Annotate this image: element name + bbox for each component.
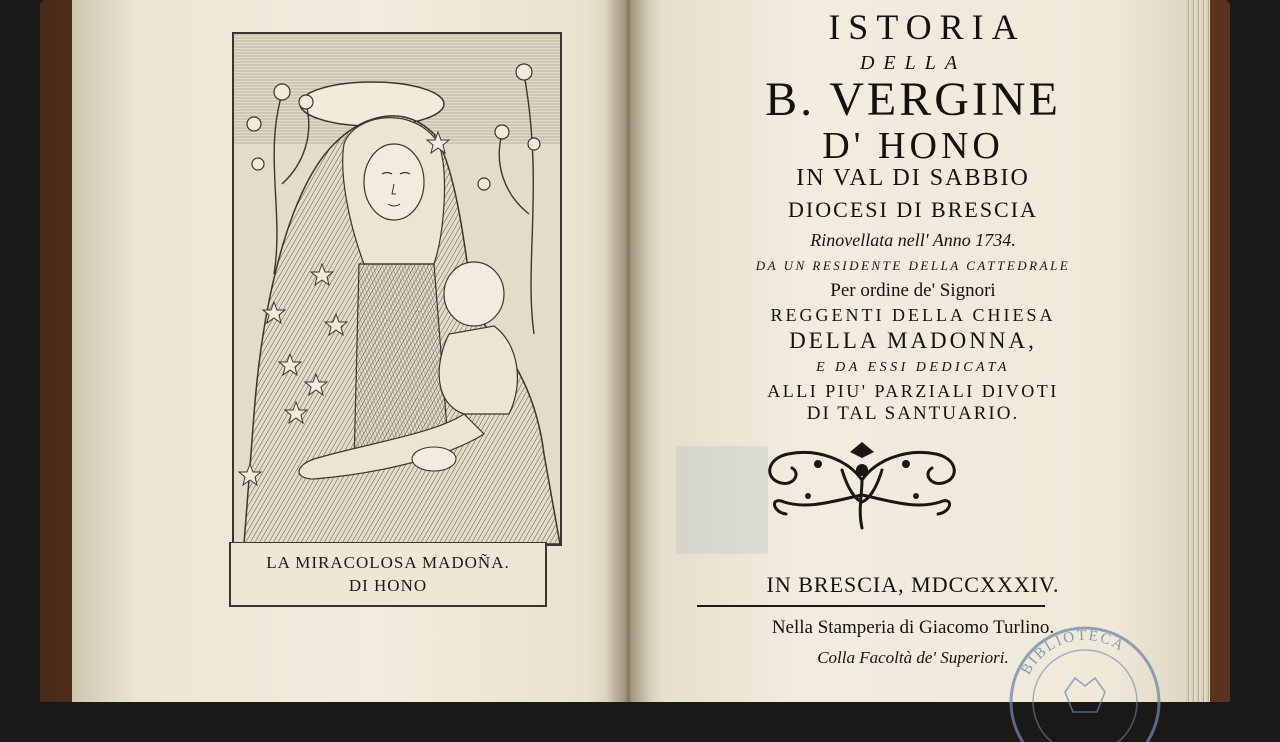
title-istoria: ISTORIA bbox=[828, 7, 1026, 47]
title-per-ordine: Per ordine de' Signori bbox=[830, 280, 996, 301]
title-reggenti: REGGENTI DELLA CHIESA bbox=[770, 305, 1056, 325]
title-santuario: DI TAL SANTUARIO. bbox=[806, 403, 1020, 424]
title-residente: DA UN RESIDENTE DELLA CATTEDRALE bbox=[755, 258, 1071, 273]
title-madonna: DELLA MADONNA, bbox=[789, 328, 1037, 353]
bleed-through-shadow bbox=[676, 446, 768, 554]
imprint-printer: Nella Stamperia di Giacomo Turlino. bbox=[771, 617, 1055, 638]
caption-line-2: DI HONO bbox=[348, 576, 428, 595]
title-essi-dedicata: E DA ESSI DEDICATA bbox=[816, 360, 1010, 375]
title-rinovellata: Rinovellata nell' Anno 1734. bbox=[810, 230, 1016, 250]
title-della: DELLA bbox=[859, 52, 967, 74]
imprint-city: IN BRESCIA, MDCCXXXIV. bbox=[766, 572, 1060, 597]
title-alli-divoti: ALLI PIU' PARZIALI DIVOTI bbox=[767, 381, 1059, 401]
madonna-engraving-art bbox=[234, 34, 560, 544]
engraving-caption bbox=[229, 542, 547, 607]
library-stamp-art bbox=[1005, 612, 1165, 742]
library-stamp bbox=[1005, 612, 1165, 742]
imprint-license: Colla Facoltà de' Superiori. bbox=[817, 648, 1009, 667]
stamp-text: BIBLIOTECA bbox=[1018, 627, 1128, 678]
madonna-engraving bbox=[232, 32, 562, 546]
title-val-di-sabbio: IN VAL DI SABBIO bbox=[796, 165, 1030, 191]
title-dhono: D' HONO bbox=[822, 125, 1004, 167]
title-diocesi: DIOCESI DI BRESCIA bbox=[788, 197, 1038, 222]
ornament-art bbox=[758, 440, 966, 530]
printers-ornament bbox=[758, 440, 966, 530]
imprint-rule bbox=[697, 605, 1045, 607]
title-b-vergine: B. VERGINE bbox=[765, 73, 1061, 126]
svg-text:BIBLIOTECA bbox=[1018, 628, 1128, 678]
caption-line-1: LA MIRACOLOSA MADOÑA. bbox=[266, 553, 510, 572]
